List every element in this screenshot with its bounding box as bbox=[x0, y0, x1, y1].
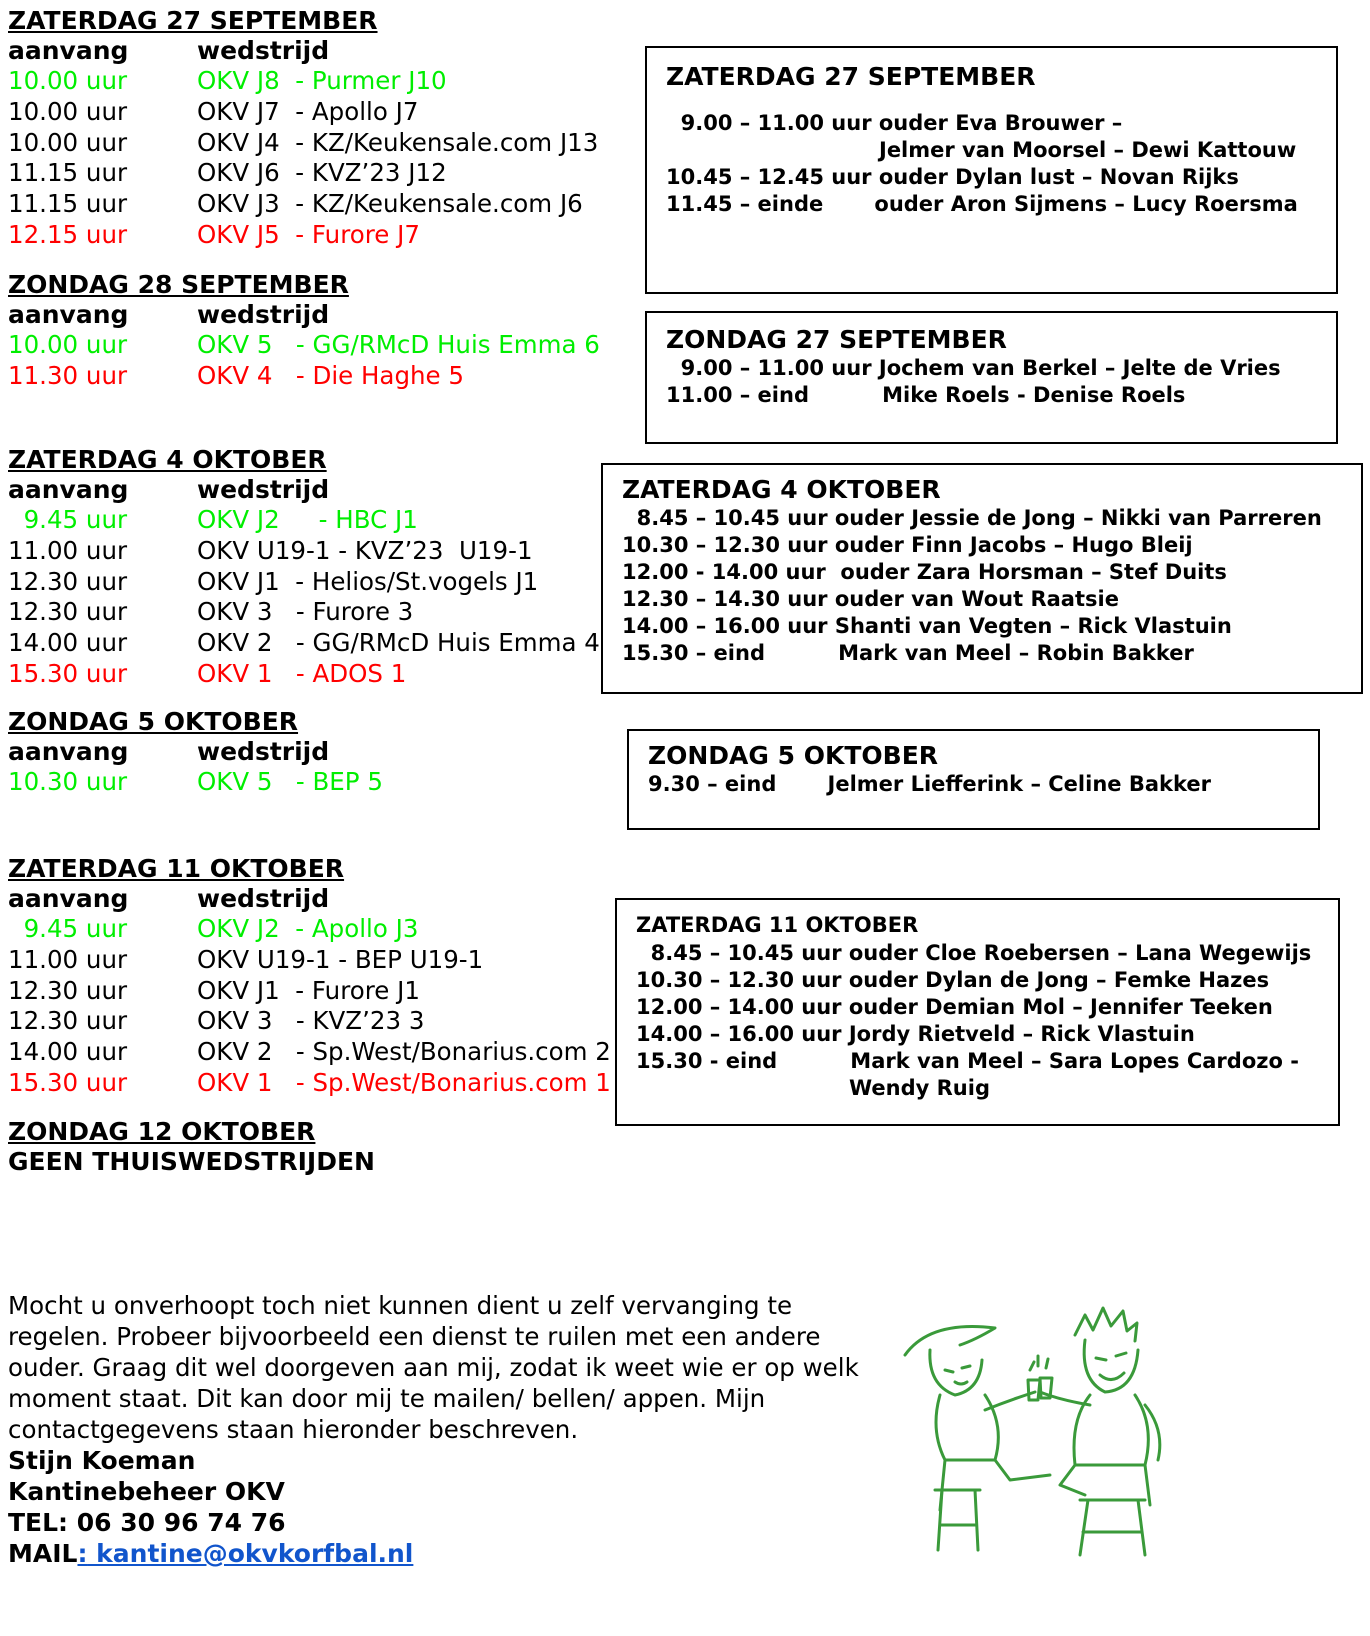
shift-names: Jelmer Liefferink – Celine Bakker bbox=[827, 772, 1211, 796]
shift-time: 8.45 – 10.45 uur bbox=[636, 941, 849, 965]
day-sat-11-okt bbox=[8, 854, 611, 1099]
match-time: 9.45 uur bbox=[8, 505, 128, 534]
match-teams: OKV J6 - KVZ’23 J12 bbox=[197, 158, 447, 188]
match-row bbox=[8, 945, 608, 976]
contact-tel: TEL: 06 30 96 74 76 bbox=[8, 1508, 286, 1537]
shift-time: 15.30 - eind bbox=[636, 1049, 851, 1073]
shift-box-sat-27-sep bbox=[645, 46, 1338, 294]
shift-row bbox=[648, 771, 1318, 798]
match-row bbox=[8, 976, 608, 1007]
shift-time: 10.45 – 12.45 uur bbox=[666, 165, 879, 189]
shift-row bbox=[666, 355, 1336, 382]
match-teams: OKV U19-1 - KVZ’23 U19-1 bbox=[197, 535, 533, 565]
match-time: 12.30 uur bbox=[8, 975, 128, 1005]
shift-names: Wendy Ruig bbox=[849, 1076, 990, 1100]
shift-time: 9.30 – eind bbox=[648, 772, 828, 796]
column-header bbox=[8, 737, 608, 767]
day-title: ZATERDAG 4 OKTOBER bbox=[8, 445, 327, 474]
column-header bbox=[8, 36, 608, 66]
shift-names: ouder van Wout Raatsie bbox=[834, 587, 1119, 611]
match-teams: OKV J8 - Purmer J10 bbox=[197, 66, 447, 95]
match-row bbox=[8, 330, 608, 361]
contact-role: Kantinebeheer OKV bbox=[8, 1477, 285, 1506]
shift-names: Jelmer van Moorsel – Dewi Kattouw bbox=[879, 138, 1297, 162]
match-time: 10.00 uur bbox=[8, 96, 128, 126]
col-aanvang: aanvang bbox=[8, 475, 129, 504]
match-row bbox=[8, 189, 608, 220]
shift-title: ZATERDAG 11 OKTOBER bbox=[636, 913, 919, 937]
match-time: 10.00 uur bbox=[8, 330, 128, 359]
column-header bbox=[8, 300, 608, 330]
shift-list bbox=[636, 940, 1338, 1102]
day-sun-12-okt bbox=[8, 1117, 608, 1177]
col-aanvang: aanvang bbox=[8, 36, 129, 65]
col-wedstrijd: wedstrijd bbox=[197, 737, 330, 766]
no-home-games: GEEN THUISWEDSTRIJDEN bbox=[8, 1147, 375, 1176]
shift-box-sun-5-okt bbox=[627, 729, 1320, 830]
shift-row bbox=[666, 191, 1336, 218]
shift-row bbox=[622, 586, 1361, 613]
match-time: 15.30 uur bbox=[8, 1067, 128, 1097]
day-sat-27-sep bbox=[8, 6, 608, 251]
day-title: ZATERDAG 27 SEPTEMBER bbox=[8, 6, 378, 35]
shift-names: ouder Eva Brouwer – bbox=[878, 111, 1123, 135]
contact-mail bbox=[8, 1538, 868, 1569]
shift-row bbox=[622, 640, 1361, 667]
shift-names: Mark van Meel – Robin Bakker bbox=[838, 641, 1194, 665]
match-teams: OKV J3 - KZ/Keukensale.com J6 bbox=[197, 189, 583, 219]
shift-time: 10.30 – 12.30 uur bbox=[636, 968, 849, 992]
shift-title: ZATERDAG 4 OKTOBER bbox=[622, 475, 941, 504]
match-time: 9.45 uur bbox=[8, 914, 128, 943]
match-row bbox=[8, 567, 608, 598]
day-title: ZONDAG 12 OKTOBER bbox=[8, 1117, 316, 1146]
shift-time: 15.30 – eind bbox=[622, 641, 839, 665]
shift-time: 12.30 – 14.30 uur bbox=[622, 587, 835, 611]
shift-names: ouder Dylan lust – Novan Rijks bbox=[878, 165, 1239, 189]
match-teams: OKV 5 - GG/RMcD Huis Emma 6 bbox=[197, 330, 600, 359]
match-row bbox=[8, 1037, 611, 1068]
match-time: 12.30 uur bbox=[8, 566, 128, 596]
match-row bbox=[8, 767, 608, 798]
shift-names: Mike Roels - Denise Roels bbox=[882, 383, 1186, 407]
closing-paragraph: Mocht u onverhoopt toch niet kunnen dient u zelf vervanging te regelen. Probeer bijvoorbeeld een dienst te ruilen met een andere ouder. Graag dit wel doorgeven aan mij, zodat ik weet wie er op welk moment staat. Dit kan door mij te mailen/ bellen/ appen. Mijn contactgegevens staan hieronder beschreven. bbox=[8, 1291, 859, 1444]
col-wedstrijd: wedstrijd bbox=[197, 36, 330, 65]
col-wedstrijd: wedstrijd bbox=[197, 300, 330, 329]
shift-time: 9.00 – 11.00 uur bbox=[666, 356, 879, 380]
shift-names: ouder Cloe Roebersen – Lana Wegewijs bbox=[848, 941, 1312, 965]
match-time: 11.00 uur bbox=[8, 535, 128, 565]
match-time: 11.15 uur bbox=[8, 189, 128, 219]
match-list bbox=[8, 66, 608, 251]
shift-time: 14.00 – 16.00 uur bbox=[636, 1022, 849, 1046]
match-row bbox=[8, 128, 608, 159]
match-time: 14.00 uur bbox=[8, 628, 128, 658]
match-row bbox=[8, 1006, 608, 1037]
match-row bbox=[8, 66, 608, 97]
match-time: 10.00 uur bbox=[8, 127, 128, 157]
match-teams: OKV 3 - KVZ’23 3 bbox=[197, 1006, 425, 1036]
match-time: 10.30 uur bbox=[8, 767, 128, 796]
shift-title: ZONDAG 27 SEPTEMBER bbox=[666, 325, 1007, 354]
match-row bbox=[8, 97, 608, 128]
shift-row bbox=[636, 994, 1338, 1021]
shift-row bbox=[636, 1048, 1338, 1075]
shift-row bbox=[622, 559, 1361, 586]
match-list bbox=[8, 505, 608, 690]
match-teams: OKV J1 - Furore J1 bbox=[197, 975, 420, 1005]
col-wedstrijd: wedstrijd bbox=[197, 475, 330, 504]
shift-row bbox=[622, 505, 1361, 532]
match-teams: OKV U19-1 - BEP U19-1 bbox=[197, 944, 484, 974]
match-teams: OKV J2 - HBC J1 bbox=[197, 505, 418, 534]
shift-time: 10.30 – 12.30 uur bbox=[622, 533, 835, 557]
match-list bbox=[8, 330, 608, 392]
shift-row bbox=[622, 532, 1361, 559]
shift-list bbox=[666, 110, 1336, 218]
mail-sep: : bbox=[77, 1539, 88, 1568]
match-teams: OKV 4 - Die Haghe 5 bbox=[197, 360, 464, 390]
column-header bbox=[8, 475, 608, 505]
shift-time: 11.45 – einde bbox=[666, 192, 875, 216]
shift-time: 12.00 - 14.00 uur bbox=[622, 560, 841, 584]
day-title: ZONDAG 28 SEPTEMBER bbox=[8, 270, 349, 299]
match-teams: OKV 5 - BEP 5 bbox=[197, 767, 383, 796]
match-teams: OKV J4 - KZ/Keukensale.com J13 bbox=[197, 127, 599, 157]
shift-names: ouder Dylan de Jong – Femke Hazes bbox=[848, 968, 1270, 992]
shift-names: Jochem van Berkel – Jelte de Vries bbox=[878, 356, 1281, 380]
match-row bbox=[8, 914, 608, 945]
col-aanvang: aanvang bbox=[8, 884, 129, 913]
match-time: 12.30 uur bbox=[8, 597, 128, 627]
closing-section bbox=[8, 1290, 868, 1569]
match-row bbox=[8, 361, 608, 392]
shift-row bbox=[666, 164, 1336, 191]
day-sat-4-okt bbox=[8, 445, 608, 690]
shift-box-sat-4-okt bbox=[601, 463, 1363, 694]
match-row bbox=[8, 220, 608, 251]
day-title: ZATERDAG 11 OKTOBER bbox=[8, 854, 345, 883]
shift-time: 8.45 – 10.45 uur bbox=[622, 506, 835, 530]
match-row bbox=[8, 659, 608, 690]
shift-box-sat-11-okt bbox=[615, 898, 1340, 1126]
match-time: 11.15 uur bbox=[8, 158, 128, 188]
shift-names: Mark van Meel – Sara Lopes Cardozo - bbox=[850, 1049, 1299, 1073]
match-time: 12.30 uur bbox=[8, 1006, 128, 1036]
match-teams: OKV J7 - Apollo J7 bbox=[197, 96, 419, 126]
shift-names: ouder Jessie de Jong – Nikki van Parreren bbox=[834, 506, 1322, 530]
shift-time: 9.00 – 11.00 uur bbox=[666, 111, 879, 135]
shift-title: ZATERDAG 27 SEPTEMBER bbox=[666, 62, 1036, 91]
match-row bbox=[8, 536, 608, 567]
match-teams: OKV 3 - Furore 3 bbox=[197, 597, 414, 627]
shift-row bbox=[636, 940, 1338, 967]
shift-names: Jordy Rietveld – Rick Vlastuin bbox=[848, 1022, 1195, 1046]
match-row bbox=[8, 505, 608, 536]
match-row bbox=[8, 158, 608, 189]
shift-time: 11.00 – eind bbox=[666, 383, 883, 407]
match-time: 12.15 uur bbox=[8, 219, 128, 249]
match-time: 11.00 uur bbox=[8, 944, 128, 974]
day-sun-5-okt bbox=[8, 707, 608, 798]
match-list bbox=[8, 767, 608, 798]
shift-box-sun-27-sep bbox=[645, 311, 1338, 444]
match-teams: OKV 1 - ADOS 1 bbox=[197, 658, 407, 688]
day-title: ZONDAG 5 OKTOBER bbox=[8, 707, 299, 736]
match-time: 14.00 uur bbox=[8, 1037, 128, 1067]
match-teams: OKV J5 - Furore J7 bbox=[197, 219, 420, 249]
shift-time: 12.00 – 14.00 uur bbox=[636, 995, 849, 1019]
mail-link[interactable]: kantine@okvkorfbal.nl bbox=[87, 1539, 414, 1568]
match-teams: OKV J2 - Apollo J3 bbox=[197, 914, 419, 943]
match-teams: OKV 2 - GG/RMcD Huis Emma 4 bbox=[197, 628, 600, 658]
contact-name: Stijn Koeman bbox=[8, 1446, 196, 1475]
col-wedstrijd: wedstrijd bbox=[197, 884, 330, 913]
shift-row bbox=[666, 382, 1336, 409]
two-people-toasting-illustration-icon bbox=[900, 1300, 1210, 1560]
shift-row bbox=[666, 110, 1336, 137]
match-row bbox=[8, 628, 608, 659]
shift-row bbox=[622, 613, 1361, 640]
match-time: 10.00 uur bbox=[8, 66, 128, 95]
col-aanvang: aanvang bbox=[8, 737, 129, 766]
shift-list bbox=[648, 771, 1318, 798]
match-time: 15.30 uur bbox=[8, 658, 128, 688]
match-row bbox=[8, 597, 608, 628]
shift-names: Shanti van Vegten – Rick Vlastuin bbox=[834, 614, 1232, 638]
match-teams: OKV J1 - Helios/St.vogels J1 bbox=[197, 566, 539, 596]
day-sun-28-sep bbox=[8, 270, 608, 392]
shift-time: 14.00 – 16.00 uur bbox=[622, 614, 835, 638]
match-time: 11.30 uur bbox=[8, 360, 128, 390]
match-row bbox=[8, 1067, 611, 1099]
shift-row bbox=[666, 137, 1336, 164]
match-teams: OKV 2 - Sp.West/Bonarius.com 2 bbox=[197, 1037, 611, 1067]
shift-row bbox=[636, 967, 1338, 994]
shift-title: ZONDAG 5 OKTOBER bbox=[648, 741, 939, 770]
col-aanvang: aanvang bbox=[8, 300, 129, 329]
shift-names: ouder Demian Mol – Jennifer Teeken bbox=[848, 995, 1273, 1019]
mail-label: MAIL bbox=[8, 1539, 78, 1568]
shift-names: ouder Aron Sijmens – Lucy Roersma bbox=[874, 192, 1298, 216]
shift-list bbox=[622, 505, 1361, 667]
shift-list bbox=[666, 355, 1336, 409]
shift-names: ouder Finn Jacobs – Hugo Bleij bbox=[834, 533, 1193, 557]
match-list bbox=[8, 914, 611, 1099]
column-header bbox=[8, 884, 608, 914]
shift-row bbox=[636, 1075, 1338, 1102]
shift-names: ouder Zara Horsman – Stef Duits bbox=[840, 560, 1227, 584]
match-teams: OKV 1 - Sp.West/Bonarius.com 1 bbox=[197, 1067, 611, 1097]
shift-row bbox=[636, 1021, 1338, 1048]
